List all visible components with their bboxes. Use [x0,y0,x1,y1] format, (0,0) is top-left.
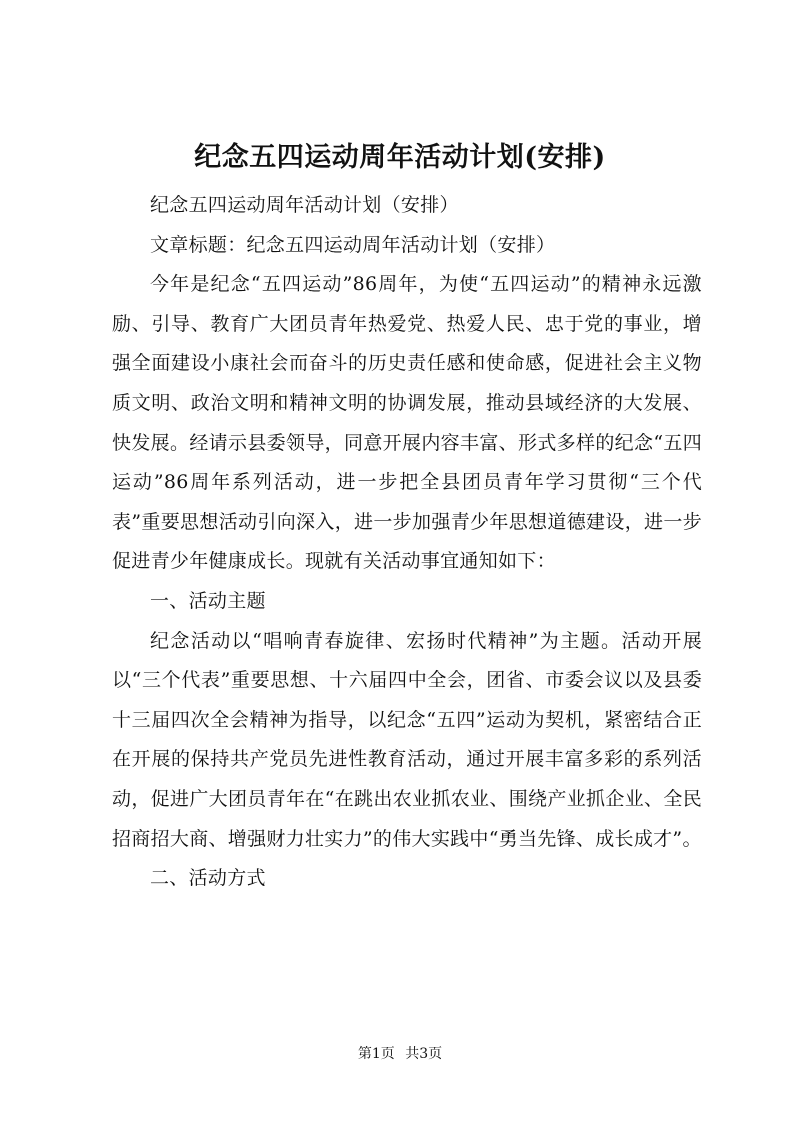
section-heading-method: 二、活动方式 [150,867,266,890]
page-total: 共3页 [405,1046,443,1062]
paragraph-article-title: 文章标题：纪念五四运动周年活动计划（安排） [150,233,556,256]
paragraph-intro: 今年是纪念“五四运动”86周年，为使“五四运动”的精神永远激励、引导、教育广大团员青年热爱党、热爱人民、忠于党的事业，增强全面建设小康社会而奋斗的历史责任感和使命感，促进社会主义物质文明、政治文明和精神文明的协调发展，推动县域经济的大发展、快发展。经请示县委领导，同意开展内容丰富、形式多样的纪念“五四运动”86周年系列活动，进一步把全县团员青年学习贯彻“三个代表”重要思想活动引向深入，进一步加强青少年思想道德建设，进一步促进青少年健康成长。现就有关活动事宜通知如下： [112,273,702,573]
paragraph-theme: 纪念活动以“唱响青春旋律、宏扬时代精神”为主题。活动开展以“三个代表”重要思想、十六届四中全会，团省、市委会议以及县委十三届四次全会精神为指导，以纪念“五四”运动为契机，紧密结合正在开展的保持共产党员先进性教育活动，通过开展丰富多彩的系列活动，促进广大团员青年在“在跳出农业抓农业、围绕产业抓企业、全民招商招大商、增强财力壮实力”的伟大实践中“勇当先锋、成长成才”。 [112,629,702,850]
document-title: 纪念五四运动周年活动计划(安排) [194,142,606,173]
section-heading-theme: 一、活动主题 [150,589,266,612]
paragraph-subtitle: 纪念五四运动周年活动计划（安排） [150,194,459,216]
page-footer [0,1044,800,1064]
page-number: 第1页 [357,1046,395,1062]
document-body [112,186,702,899]
